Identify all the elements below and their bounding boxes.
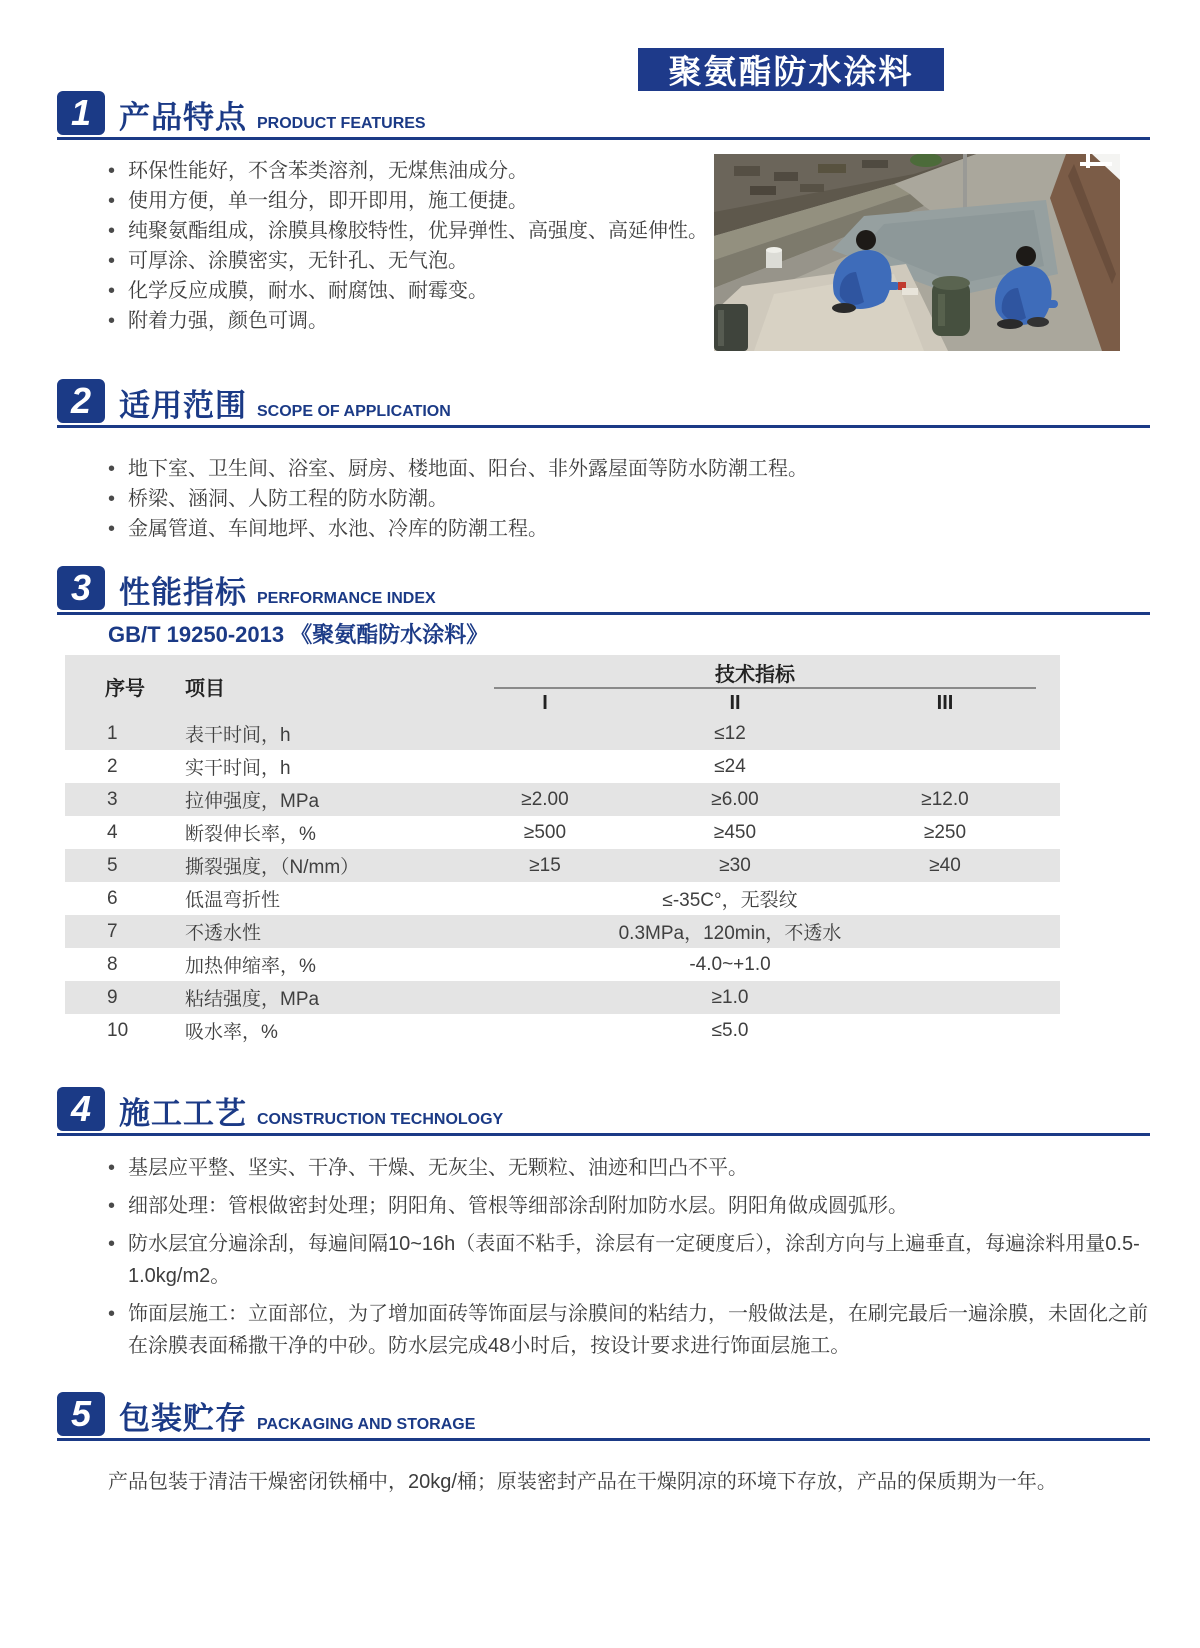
section-subtitle: PERFORMANCE INDEX [257,590,436,607]
column-header-no: 序号 [105,677,145,700]
cell-item-name: 表干时间，h [185,725,291,746]
section-header-scope [57,379,1150,428]
table-row [65,717,1060,750]
cell-value-all-grades: ≤24 [714,755,746,777]
cell-value-grade-2: ≥6.00 [711,788,759,810]
column-header-grade-3: III [936,691,954,714]
cell-row-number: 6 [107,887,118,909]
cell-value-grade-3: ≥40 [929,854,961,876]
section-title: 性能指标 [119,575,247,611]
cell-value-grade-2: ≥30 [719,854,751,876]
table-row [65,882,1060,915]
cell-item-name: 拉伸强度，MPa [185,791,320,812]
section-title: 施工工艺 [119,1096,247,1132]
cell-row-number: 8 [107,953,118,975]
table-row [65,849,1060,882]
feature-item: • 化学反应成膜，耐水、耐腐蚀、耐霉变。 [108,276,708,306]
packaging-text: 产品包装于清洁干燥密闭铁桶中，20kg/桶；原装密封产品在干燥阴凉的环境下存放，产品的保质期为一年。 [108,1471,1057,1493]
cell-row-number: 3 [107,788,118,810]
cell-row-number: 4 [107,821,118,843]
bullet-dot-icon: • [108,488,116,510]
cell-item-name: 撕裂强度，（N/mm） [185,857,360,878]
scope-section-body [108,454,1140,544]
cell-item-name: 实干时间，h [185,758,291,779]
cell-item-name: 粘结强度，MPa [185,989,320,1010]
table-row [65,750,1060,783]
cell-row-number: 2 [107,755,118,777]
feature-item: • 附着力强，颜色可调。 [108,306,708,336]
table-row [65,816,1060,849]
construction-item: • 细部处理：管根做密封处理；阴阳角、管根等细部涂刮附加防水层。阴阳角做成圆弧形。 [108,1190,1150,1222]
cell-value-all-grades: -4.0~+1.0 [689,953,771,975]
cell-value-all-grades: 0.3MPa，120min，不透水 [618,923,842,944]
section-subtitle: SCOPE OF APPLICATION [257,403,451,420]
feature-item: • 环保性能好，不含苯类溶剂，无煤焦油成分。 [108,156,708,186]
scope-item: • 金属管道、车间地坪、水池、冷库的防潮工程。 [108,514,1140,544]
bullet-dot-icon: • [108,1195,116,1217]
bullet-dot-icon: • [108,1157,116,1179]
features-list [108,154,708,351]
standard-reference: GB/T 19250-2013 《聚氨酯防水涂料》 [108,622,489,647]
bullet-dot-icon: • [108,518,116,540]
product-photo [714,154,1120,351]
cell-row-number: 9 [107,986,118,1008]
column-header-item: 项目 [185,677,225,700]
scope-item: • 地下室、卫生间、浴室、厨房、楼地面、阳台、非外露屋面等防水防潮工程。 [108,454,1140,484]
section-title: 包装贮存 [119,1401,247,1437]
table-row [65,948,1060,981]
scope-item: • 桥梁、涵洞、人防工程的防水防潮。 [108,484,1140,514]
column-header-grade-2: II [729,691,741,714]
bullet-dot-icon: • [108,310,116,332]
construction-item: • 防水层宜分遍涂刮，每遍间隔10~16h（表面不粘手，涂层有一定硬度后），涂刮方向与上遍垂直，每遍涂料用量0.5-1.0kg/m2。 [108,1228,1150,1292]
section-title: 适用范围 [119,388,247,424]
construction-list [108,1152,1150,1362]
cell-value-all-grades: ≤12 [714,722,746,744]
section-number-badge: 3 [57,566,105,610]
cell-item-name: 不透水性 [185,923,262,944]
cell-value-grade-1: ≥15 [529,854,561,876]
section-header-construction [57,1087,1150,1136]
performance-table-body [65,717,1060,1047]
construction-item: • 基层应平整、坚实、干净、干燥、无灰尘、无颗粒、油迹和凹凸不平。 [108,1152,1150,1184]
section-header-product-features [57,91,1150,140]
cell-item-name: 吸水率，% [185,1022,278,1043]
feature-item: • 使用方便，单一组分，即开即用，施工便捷。 [108,186,708,216]
column-header-tech-index: 技术指标 [450,655,1060,689]
section-header-performance [57,566,1150,615]
section-number-badge: 5 [57,1392,105,1436]
section-number-badge: 4 [57,1087,105,1131]
section-subtitle: PACKAGING AND STORAGE [257,1416,476,1433]
column-header-grade-1: I [542,691,548,714]
section-number-badge: 1 [57,91,105,135]
product-title-banner [638,48,944,91]
bullet-dot-icon: • [108,280,116,302]
feature-item: • 纯聚氨酯组成，涂膜具橡胶特性，优异弹性、高强度、高延伸性。 [108,216,708,246]
table-row [65,981,1060,1014]
construction-section-body [108,1152,1150,1362]
bullet-dot-icon: • [108,1303,116,1325]
cell-item-name: 断裂伸长率，% [185,824,316,845]
cell-value-all-grades: ≤5.0 [711,1019,749,1041]
feature-item: • 可厚涂、涂膜密实，无针孔、无气泡。 [108,246,708,276]
cell-row-number: 5 [107,854,118,876]
performance-table [65,655,1060,1047]
cell-value-grade-3: ≥250 [923,821,967,843]
cell-value-all-grades: ≤-35C°，无裂纹 [662,890,798,911]
cell-row-number: 1 [107,722,118,744]
cell-value-all-grades: ≥1.0 [711,986,749,1008]
bullet-dot-icon: • [108,220,116,242]
cell-row-number: 7 [107,920,118,942]
cell-item-name: 加热伸缩率，% [185,956,316,977]
bullet-dot-icon: • [108,190,116,212]
section-subtitle: PRODUCT FEATURES [257,115,426,132]
cell-row-number: 10 [107,1019,129,1041]
section-subtitle: CONSTRUCTION TECHNOLOGY [257,1111,504,1128]
section-number-badge: 2 [57,379,105,423]
bullet-dot-icon: • [108,250,116,272]
cell-value-grade-1: ≥2.00 [521,788,569,810]
construction-item: • 饰面层施工：立面部位，为了增加面砖等饰面层与涂膜间的粘结力，一般做法是，在刷完最后一遍涂膜，未固化之前在涂膜表面稀撒干净的中砂。防水层完成48小时后，按设计要求进行饰面层施工。 [108,1298,1150,1362]
section-title: 产品特点 [119,100,247,136]
features-section-body [108,154,1120,351]
bullet-dot-icon: • [108,1233,116,1255]
scope-list [108,454,1140,544]
table-row [65,1014,1060,1047]
cell-value-grade-1: ≥500 [523,821,567,843]
bullet-dot-icon: • [108,458,116,480]
product-title: 聚氨酯防水涂料 [668,53,914,90]
table-row [65,915,1060,948]
cell-value-grade-2: ≥450 [713,821,757,843]
cell-item-name: 低温弯折性 [185,890,281,911]
section-header-packaging [57,1392,1150,1441]
cell-value-grade-3: ≥12.0 [921,788,969,810]
performance-table-header [65,655,1060,717]
bullet-dot-icon: • [108,160,116,182]
table-row [65,783,1060,816]
